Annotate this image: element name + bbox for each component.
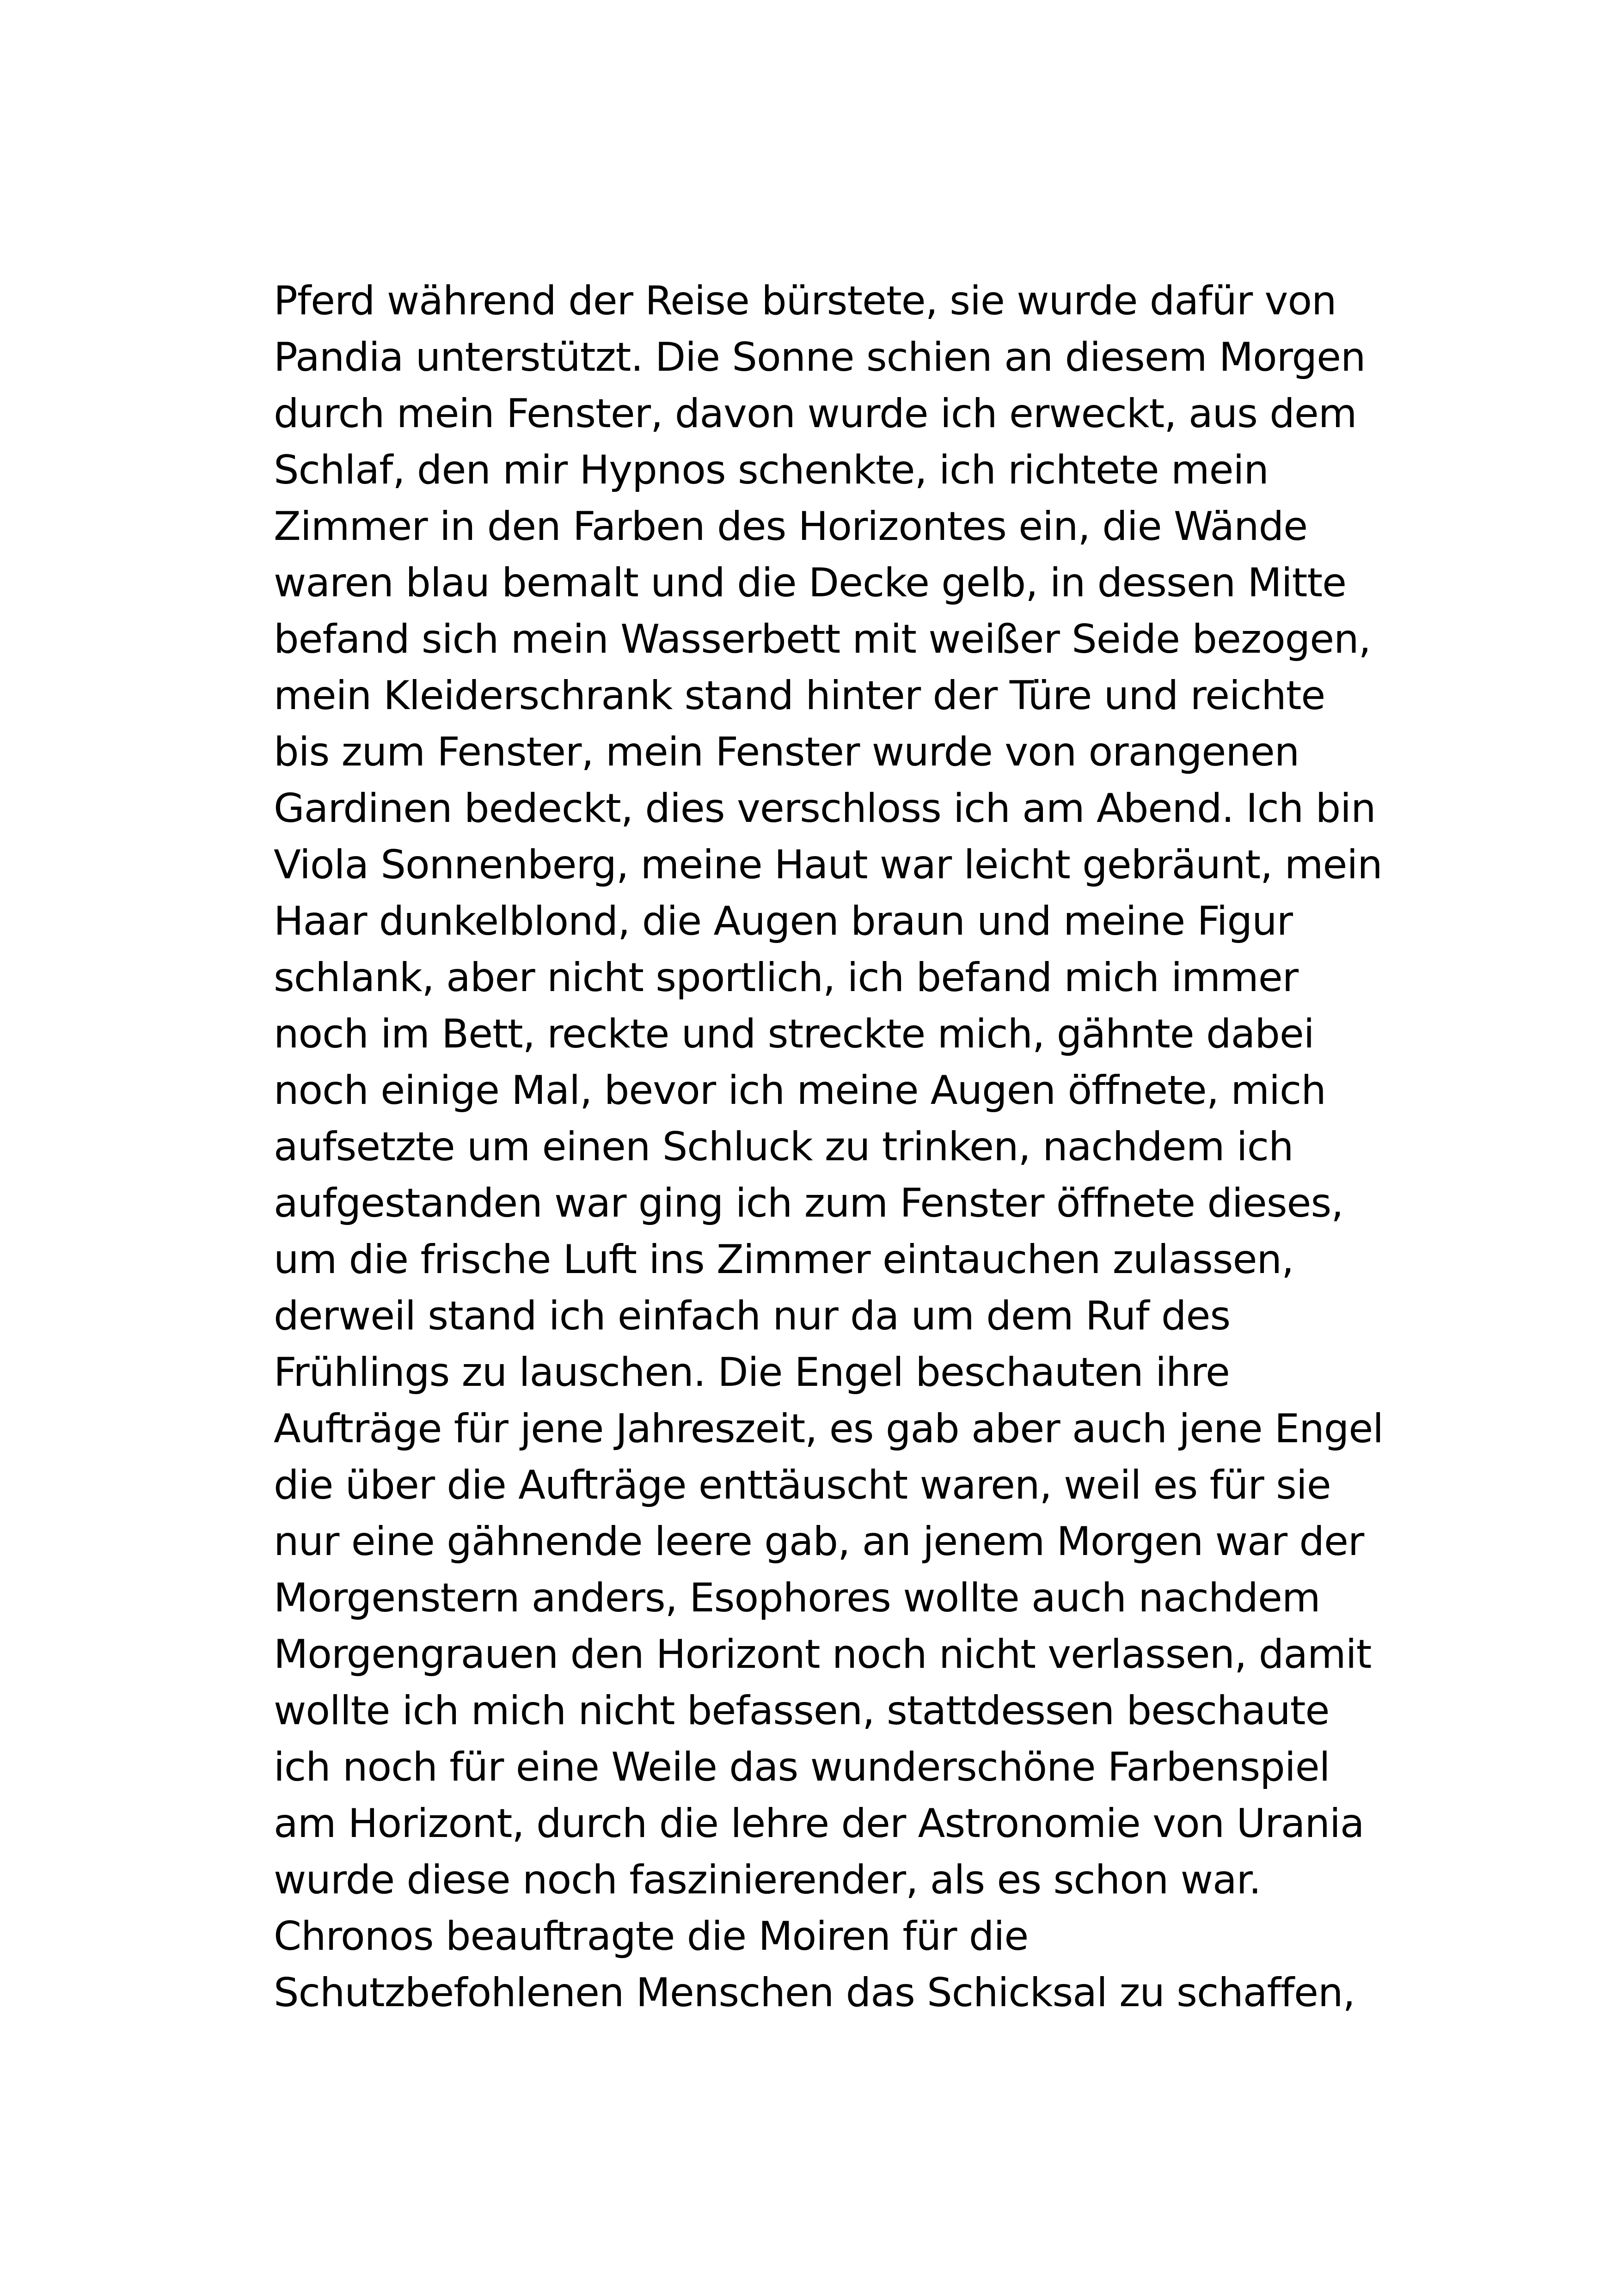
text-line: aufgestanden war ging ich zum Fenster öffnete dieses, xyxy=(274,1180,1343,1226)
text-line: Schlaf, den mir Hypnos schenkte, ich richtete mein xyxy=(274,447,1269,493)
text-line: ich noch für eine Weile das wunderschöne Farbenspiel xyxy=(274,1744,1330,1790)
text-line: Zimmer in den Farben des Horizontes ein, die Wände xyxy=(274,503,1308,550)
text-line: aufsetzte um einen Schluck zu trinken, nachdem ich xyxy=(274,1124,1293,1170)
text-line: Morgengrauen den Horizont noch nicht verlassen, damit xyxy=(274,1631,1372,1678)
text-line: noch einige Mal, bevor ich meine Augen öffnete, mich xyxy=(274,1067,1326,1114)
text-line: Morgenstern anders, Esophores wollte auch nachdem xyxy=(274,1575,1320,1621)
text-line: Chronos beauftragte die Moiren für die xyxy=(274,1913,1029,1959)
text-line: waren blau bemalt und die Decke gelb, in dessen Mitte xyxy=(274,560,1346,606)
text-line: durch mein Fenster, davon wurde ich erweckt, aus dem xyxy=(274,391,1357,437)
text-line: Aufträge für jene Jahreszeit, es gab aber auch jene Engel xyxy=(274,1406,1384,1452)
text-line: schlank, aber nicht sportlich, ich befand mich immer xyxy=(274,955,1299,1001)
text-line: am Horizont, durch die lehre der Astronomie von Urania xyxy=(274,1800,1364,1847)
text-line: bis zum Fenster, mein Fenster wurde von orangenen xyxy=(274,729,1299,775)
body-text xyxy=(274,273,1439,2021)
text-line: derweil stand ich einfach nur da um dem Ruf des xyxy=(274,1293,1231,1339)
text-line: wollte ich mich nicht befassen, stattdessen beschaute xyxy=(274,1688,1330,1734)
text-line: um die frische Luft ins Zimmer eintauchen zulassen, xyxy=(274,1237,1294,1283)
text-line: Pandia unterstützt. Die Sonne schien an diesem Morgen xyxy=(274,334,1366,380)
text-line: Gardinen bedeckt, dies verschloss ich am Abend. Ich bin xyxy=(274,785,1376,832)
text-line: mein Kleiderschrank stand hinter der Türe und reichte xyxy=(274,673,1325,719)
text-line: Haar dunkelblond, die Augen braun und meine Figur xyxy=(274,898,1293,944)
text-line: Viola Sonnenberg, meine Haut war leicht gebräunt, mein xyxy=(274,842,1382,888)
text-line: Pferd während der Reise bürstete, sie wurde dafür von xyxy=(274,278,1336,324)
text-line: wurde diese noch faszinierender, als es schon war. xyxy=(274,1857,1261,1903)
text-line: die über die Aufträge enttäuscht waren, weil es für sie xyxy=(274,1462,1331,1508)
text-line: nur eine gähnende leere gab, an jenem Morgen war der xyxy=(274,1518,1364,1565)
text-line: befand sich mein Wasserbett mit weißer Seide bezogen, xyxy=(274,616,1371,662)
text-line: Frühlings zu lauschen. Die Engel beschauten ihre xyxy=(274,1349,1230,1396)
text-line: noch im Bett, reckte und streckte mich, gähnte dabei xyxy=(274,1011,1314,1057)
text-line: Schutzbefohlenen Menschen das Schicksal zu schaffen, xyxy=(274,1970,1355,2016)
